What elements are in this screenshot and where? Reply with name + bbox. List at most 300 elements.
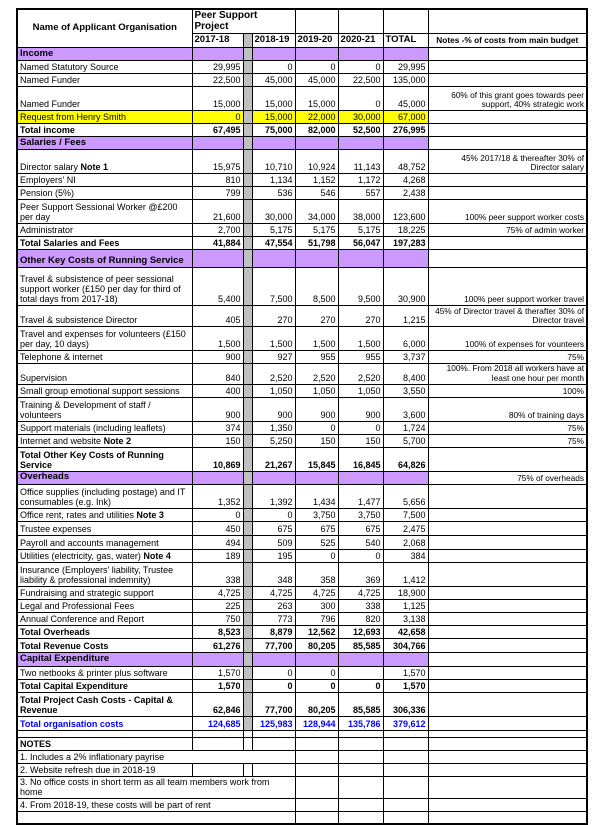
value-cell: 0: [252, 508, 295, 521]
total-cell: 3,737: [383, 351, 428, 364]
gray-spacer-cell: [243, 150, 252, 174]
value-cell: 15,975: [192, 150, 243, 174]
gray-spacer-cell: [243, 327, 252, 351]
gray-spacer-cell: [243, 364, 252, 385]
row-label: Request from Henry Smith: [17, 111, 192, 124]
gray-spacer-cell: [243, 200, 252, 224]
value-cell: 374: [192, 421, 243, 434]
value-cell: [338, 666, 383, 679]
value-cell: 21,267: [252, 447, 295, 471]
note-cell: 100% peer support worker costs: [428, 200, 587, 224]
row-label: Utilities (electricity, gas, water) Note 4: [17, 549, 192, 562]
data-row: [17, 111, 587, 124]
total-cell: 379,612: [383, 716, 428, 730]
section-row: [17, 137, 587, 150]
total-cell: 1,215: [383, 306, 428, 327]
value-cell: 0: [192, 111, 243, 124]
data-row: [17, 586, 587, 599]
note-cell: [428, 666, 587, 679]
value-cell: 4,725: [252, 586, 295, 599]
value-cell: 8,879: [252, 625, 295, 638]
value-cell: 5,175: [252, 224, 295, 237]
row-label: Insurance (Employers' liability, Trustee liability & professional indemnity): [17, 562, 192, 586]
empty-cell: [192, 737, 243, 750]
notes-section-title: NOTES: [17, 737, 192, 750]
row-label: Total income: [17, 124, 192, 137]
value-cell: 52,500: [338, 124, 383, 137]
empty-cell: [383, 763, 428, 776]
total-row: [17, 625, 587, 638]
value-cell: 0: [192, 508, 243, 521]
value-cell: 900: [338, 397, 383, 421]
year-header-2020-21: 2020-21: [338, 34, 383, 48]
row-label: Two netbooks & printer plus software: [17, 666, 192, 679]
value-cell: 1,134: [252, 174, 295, 187]
value-cell: 1,050: [338, 384, 383, 397]
note-cell: [428, 612, 587, 625]
value-cell: 11,143: [338, 150, 383, 174]
empty-cell: [338, 737, 383, 750]
note-cell: 75%: [428, 351, 587, 364]
value-cell: 150: [338, 434, 383, 447]
value-cell: 22,000: [295, 111, 338, 124]
total-cell: 67,000: [383, 111, 428, 124]
total-cell: 42,658: [383, 625, 428, 638]
total-cell: 135,000: [383, 74, 428, 87]
value-cell: 270: [338, 306, 383, 327]
gray-spacer-cell: [243, 174, 252, 187]
total-cell: 2,475: [383, 521, 428, 535]
value-cell: 75,000: [252, 124, 295, 137]
value-cell: 1,434: [295, 484, 338, 508]
empty-cell: [338, 763, 383, 776]
note-cell: [428, 562, 587, 586]
section-title: Overheads: [17, 471, 192, 484]
total-cell: 3,550: [383, 384, 428, 397]
gray-spacer-cell: [243, 111, 252, 124]
data-row: [17, 268, 587, 306]
empty-header-cell: [295, 9, 338, 34]
value-cell: 47,554: [252, 237, 295, 250]
value-cell: 675: [338, 521, 383, 535]
gray-spacer-cell: [243, 586, 252, 599]
empty-cell: [252, 730, 295, 737]
note-row: [17, 799, 587, 812]
value-cell: 270: [252, 306, 295, 327]
value-cell: 85,585: [338, 692, 383, 716]
value-cell: [192, 48, 243, 61]
note-cell: [428, 74, 587, 87]
value-cell: 7,500: [252, 268, 295, 306]
value-cell: 0: [338, 87, 383, 111]
note-cell: [428, 174, 587, 187]
gray-spacer-cell: [243, 535, 252, 549]
note-cell: [428, 692, 587, 716]
total-row: [17, 716, 587, 730]
row-label: Named Funder: [17, 87, 192, 111]
footnote-text: 4. From 2018-19, these costs will be part of rent: [17, 799, 295, 812]
gray-spacer-cell: [243, 612, 252, 625]
header-row-1: [17, 9, 587, 34]
value-cell: 80,205: [295, 692, 338, 716]
value-cell: 0: [295, 61, 338, 74]
value-cell: 810: [192, 174, 243, 187]
value-cell: 1,152: [295, 174, 338, 187]
total-cell: 123,600: [383, 200, 428, 224]
spacer-row: [17, 730, 587, 737]
value-cell: 8,500: [295, 268, 338, 306]
empty-cell: [338, 799, 383, 812]
row-label: Annual Conference and Report: [17, 612, 192, 625]
empty-cell: [295, 737, 338, 750]
total-cell: [383, 250, 428, 268]
total-cell: [383, 471, 428, 484]
budget-rows: [17, 48, 587, 824]
value-cell: 38,000: [338, 200, 383, 224]
value-cell: 1,350: [252, 421, 295, 434]
value-cell: 494: [192, 535, 243, 549]
empty-cell: [383, 737, 428, 750]
value-cell: 61,276: [192, 638, 243, 652]
data-row: [17, 187, 587, 200]
empty-header-cell: [383, 9, 428, 34]
value-cell: 22,500: [192, 74, 243, 87]
value-cell: 263: [252, 599, 295, 612]
note-cell: 75% of admin worker: [428, 224, 587, 237]
row-label: Total Overheads: [17, 625, 192, 638]
value-cell: 536: [252, 187, 295, 200]
row-label: Employers' NI: [17, 174, 192, 187]
gray-spacer-cell: [243, 61, 252, 74]
gray-spacer-cell: [243, 625, 252, 638]
value-cell: 0: [295, 549, 338, 562]
empty-cell: [192, 730, 243, 737]
total-cell: 2,438: [383, 187, 428, 200]
gray-spacer-cell: [243, 484, 252, 508]
value-cell: [295, 652, 338, 666]
gray-spacer-cell: [243, 421, 252, 434]
data-row: [17, 562, 587, 586]
total-cell: 3,138: [383, 612, 428, 625]
total-cell: [383, 137, 428, 150]
total-cell: 8,400: [383, 364, 428, 385]
data-row: [17, 174, 587, 187]
total-cell: 1,125: [383, 599, 428, 612]
note-reference: Note 4: [140, 550, 171, 561]
value-cell: 1,352: [192, 484, 243, 508]
total-cell: 29,995: [383, 61, 428, 74]
total-cell: 276,995: [383, 124, 428, 137]
value-cell: 450: [192, 521, 243, 535]
row-label: Travel & subsistence of peer sessional support worker (£150 per day for third of total days from 2017-18): [17, 268, 192, 306]
data-row: [17, 224, 587, 237]
gray-spacer-cell: [243, 638, 252, 652]
value-cell: 1,500: [252, 327, 295, 351]
empty-cell: [243, 763, 252, 776]
note-cell: [428, 484, 587, 508]
value-cell: 4,725: [295, 586, 338, 599]
value-cell: 675: [295, 521, 338, 535]
empty-cell: [383, 799, 428, 812]
value-cell: 3,750: [295, 508, 338, 521]
note-cell: [428, 187, 587, 200]
total-cell: 45,000: [383, 87, 428, 111]
gray-spacer-cell: [243, 679, 252, 692]
empty-cell: [428, 730, 587, 737]
empty-cell: [383, 730, 428, 737]
value-cell: 1,500: [295, 327, 338, 351]
empty-cell: [338, 730, 383, 737]
data-row: [17, 599, 587, 612]
note-cell: 75% of overheads: [428, 471, 587, 484]
value-cell: 1,500: [192, 327, 243, 351]
gray-spacer-cell: [243, 384, 252, 397]
value-cell: 900: [192, 351, 243, 364]
note-cell: [428, 61, 587, 74]
value-cell: 51,798: [295, 237, 338, 250]
row-label: Named Statutory Source: [17, 61, 192, 74]
value-cell: [338, 250, 383, 268]
value-cell: 799: [192, 187, 243, 200]
gray-spacer-cell: [243, 599, 252, 612]
value-cell: 1,050: [295, 384, 338, 397]
value-cell: 405: [192, 306, 243, 327]
value-cell: 125,983: [252, 716, 295, 730]
empty-cell: [295, 776, 338, 798]
row-label: Named Funder: [17, 74, 192, 87]
gray-spacer-cell: [243, 549, 252, 562]
value-cell: 300: [295, 599, 338, 612]
row-label: Travel and expenses for volunteers (£150 per day, 10 days): [17, 327, 192, 351]
note-cell: [428, 625, 587, 638]
value-cell: 270: [295, 306, 338, 327]
value-cell: 5,400: [192, 268, 243, 306]
row-label: Training & Development of staff / volunteers: [17, 397, 192, 421]
note-cell: [428, 599, 587, 612]
row-label: Peer Support Sessional Worker @£200 per day: [17, 200, 192, 224]
value-cell: 0: [338, 421, 383, 434]
row-label: Total organisation costs: [17, 716, 192, 730]
year-header-2018-19: 2018-19: [252, 34, 295, 48]
total-cell: 3,600: [383, 397, 428, 421]
total-cell: 2,068: [383, 535, 428, 549]
value-cell: 0: [338, 549, 383, 562]
gray-spacer-cell: [243, 508, 252, 521]
gray-spacer-cell: [243, 716, 252, 730]
org-name-header: Name of Applicant Organisation: [17, 9, 192, 48]
total-cell: 304,766: [383, 638, 428, 652]
empty-cell: [295, 799, 338, 812]
value-cell: 1,172: [338, 174, 383, 187]
total-cell: 306,336: [383, 692, 428, 716]
budget-table: [16, 8, 588, 825]
value-cell: [192, 652, 243, 666]
value-cell: 369: [338, 562, 383, 586]
value-cell: 15,000: [252, 111, 295, 124]
value-cell: 10,710: [252, 150, 295, 174]
footnote-text: 1. Includes a 2% inflationary payrise: [17, 750, 295, 763]
value-cell: 358: [295, 562, 338, 586]
row-label: Director salary Note 1: [17, 150, 192, 174]
row-label: Total Other Key Costs of Running Service: [17, 447, 192, 471]
note-cell: [428, 124, 587, 137]
empty-cell: [252, 737, 295, 750]
value-cell: 900: [192, 397, 243, 421]
value-cell: [295, 48, 338, 61]
data-row: [17, 87, 587, 111]
value-cell: [338, 652, 383, 666]
row-label: Administrator: [17, 224, 192, 237]
value-cell: 4,725: [192, 586, 243, 599]
empty-cell: [428, 750, 587, 763]
data-row: [17, 421, 587, 434]
value-cell: [252, 652, 295, 666]
total-cell: 18,900: [383, 586, 428, 599]
section-row: [17, 250, 587, 268]
value-cell: 675: [252, 521, 295, 535]
total-cell: 197,283: [383, 237, 428, 250]
total-cell: [383, 652, 428, 666]
value-cell: 955: [338, 351, 383, 364]
value-cell: 29,995: [192, 61, 243, 74]
empty-header-cell: [338, 9, 383, 34]
value-cell: 62,846: [192, 692, 243, 716]
row-label: Legal and Professional Fees: [17, 599, 192, 612]
data-row: [17, 351, 587, 364]
row-label: Trustee expenses: [17, 521, 192, 535]
value-cell: 45,000: [252, 74, 295, 87]
empty-cell: [383, 750, 428, 763]
value-cell: [252, 48, 295, 61]
total-column-header: TOTAL: [383, 34, 428, 48]
value-cell: 927: [252, 351, 295, 364]
value-cell: [192, 471, 243, 484]
gray-spacer-cell: [243, 74, 252, 87]
empty-cell: [295, 763, 338, 776]
total-cell: 1,570: [383, 679, 428, 692]
year-header-2019-20: 2019-20: [295, 34, 338, 48]
note-cell: [428, 638, 587, 652]
value-cell: [295, 137, 338, 150]
note-row: [17, 750, 587, 763]
note_blank-row: [17, 812, 587, 824]
total-row: [17, 679, 587, 692]
gray-spacer-cell: [243, 471, 252, 484]
value-cell: 2,520: [295, 364, 338, 385]
note-cell: 60% of this grant goes towards peer support, 40% strategic work: [428, 87, 587, 111]
total-cell: 64,826: [383, 447, 428, 471]
row-label: Total Revenue Costs: [17, 638, 192, 652]
note-cell: [428, 137, 587, 150]
value-cell: 77,700: [252, 638, 295, 652]
value-cell: 840: [192, 364, 243, 385]
value-cell: 82,000: [295, 124, 338, 137]
empty-cell: [338, 776, 383, 798]
note-cell: 100%. From 2018 all workers have at least one hour per month: [428, 364, 587, 385]
total-cell: 1,412: [383, 562, 428, 586]
total-row: [17, 124, 587, 137]
notes_header-row: [17, 737, 587, 750]
value-cell: 34,000: [295, 200, 338, 224]
data-row: [17, 535, 587, 549]
value-cell: 22,500: [338, 74, 383, 87]
gray-spacer-cell: [243, 562, 252, 586]
total-cell: 4,268: [383, 174, 428, 187]
value-cell: 0: [295, 421, 338, 434]
value-cell: 338: [192, 562, 243, 586]
gray-spacer-cell: [243, 652, 252, 666]
value-cell: 796: [295, 612, 338, 625]
value-cell: 0: [338, 679, 383, 692]
data-row: [17, 484, 587, 508]
note-cell: [428, 521, 587, 535]
empty-cell: [428, 776, 587, 798]
note-cell: 75%: [428, 434, 587, 447]
gray-spacer-cell: [243, 434, 252, 447]
data-row: [17, 327, 587, 351]
row-label: Office rent, rates and utilities Note 3: [17, 508, 192, 521]
value-cell: 0: [252, 679, 295, 692]
empty-cell: [252, 763, 295, 776]
empty-cell: [243, 737, 252, 750]
value-cell: 189: [192, 549, 243, 562]
total-row: [17, 237, 587, 250]
note-reference: Note 3: [133, 509, 164, 520]
value-cell: 8,523: [192, 625, 243, 638]
total-cell: [383, 48, 428, 61]
section-title: Salaries / Fees: [17, 137, 192, 150]
total-cell: 1,570: [383, 666, 428, 679]
empty-cell: [428, 737, 587, 750]
data-row: [17, 61, 587, 74]
data-row: [17, 612, 587, 625]
gray-spacer-cell: [243, 124, 252, 137]
value-cell: 5,175: [338, 224, 383, 237]
value-cell: 67,495: [192, 124, 243, 137]
empty-cell: [338, 750, 383, 763]
value-cell: 525: [295, 535, 338, 549]
value-cell: 195: [252, 549, 295, 562]
value-cell: 225: [192, 599, 243, 612]
year-header-2017-18: 2017-18: [192, 34, 243, 48]
total-row: [17, 447, 587, 471]
value-cell: 546: [295, 187, 338, 200]
empty-cell: [295, 750, 338, 763]
row-label: Payroll and accounts management: [17, 535, 192, 549]
note-cell: 80% of training days: [428, 397, 587, 421]
row-label: Fundraising and strategic support: [17, 586, 192, 599]
value-cell: 1,570: [192, 679, 243, 692]
note-cell: [428, 508, 587, 521]
note-cell: [428, 586, 587, 599]
value-cell: 85,585: [338, 638, 383, 652]
note-cell: 75%: [428, 421, 587, 434]
data-row: [17, 508, 587, 521]
empty-cell: [295, 812, 338, 824]
value-cell: 1,500: [338, 327, 383, 351]
value-cell: [192, 250, 243, 268]
note-cell: [428, 111, 587, 124]
row-label: Pension (5%): [17, 187, 192, 200]
note-cell: [428, 237, 587, 250]
row-label: Small group emotional support sessions: [17, 384, 192, 397]
note-cell: [428, 549, 587, 562]
value-cell: 15,000: [295, 87, 338, 111]
footnote-text: 3. No office costs in short term as all team members work from home: [17, 776, 295, 798]
empty-cell: [428, 763, 587, 776]
empty-cell: [17, 812, 295, 824]
total-row: [17, 692, 587, 716]
